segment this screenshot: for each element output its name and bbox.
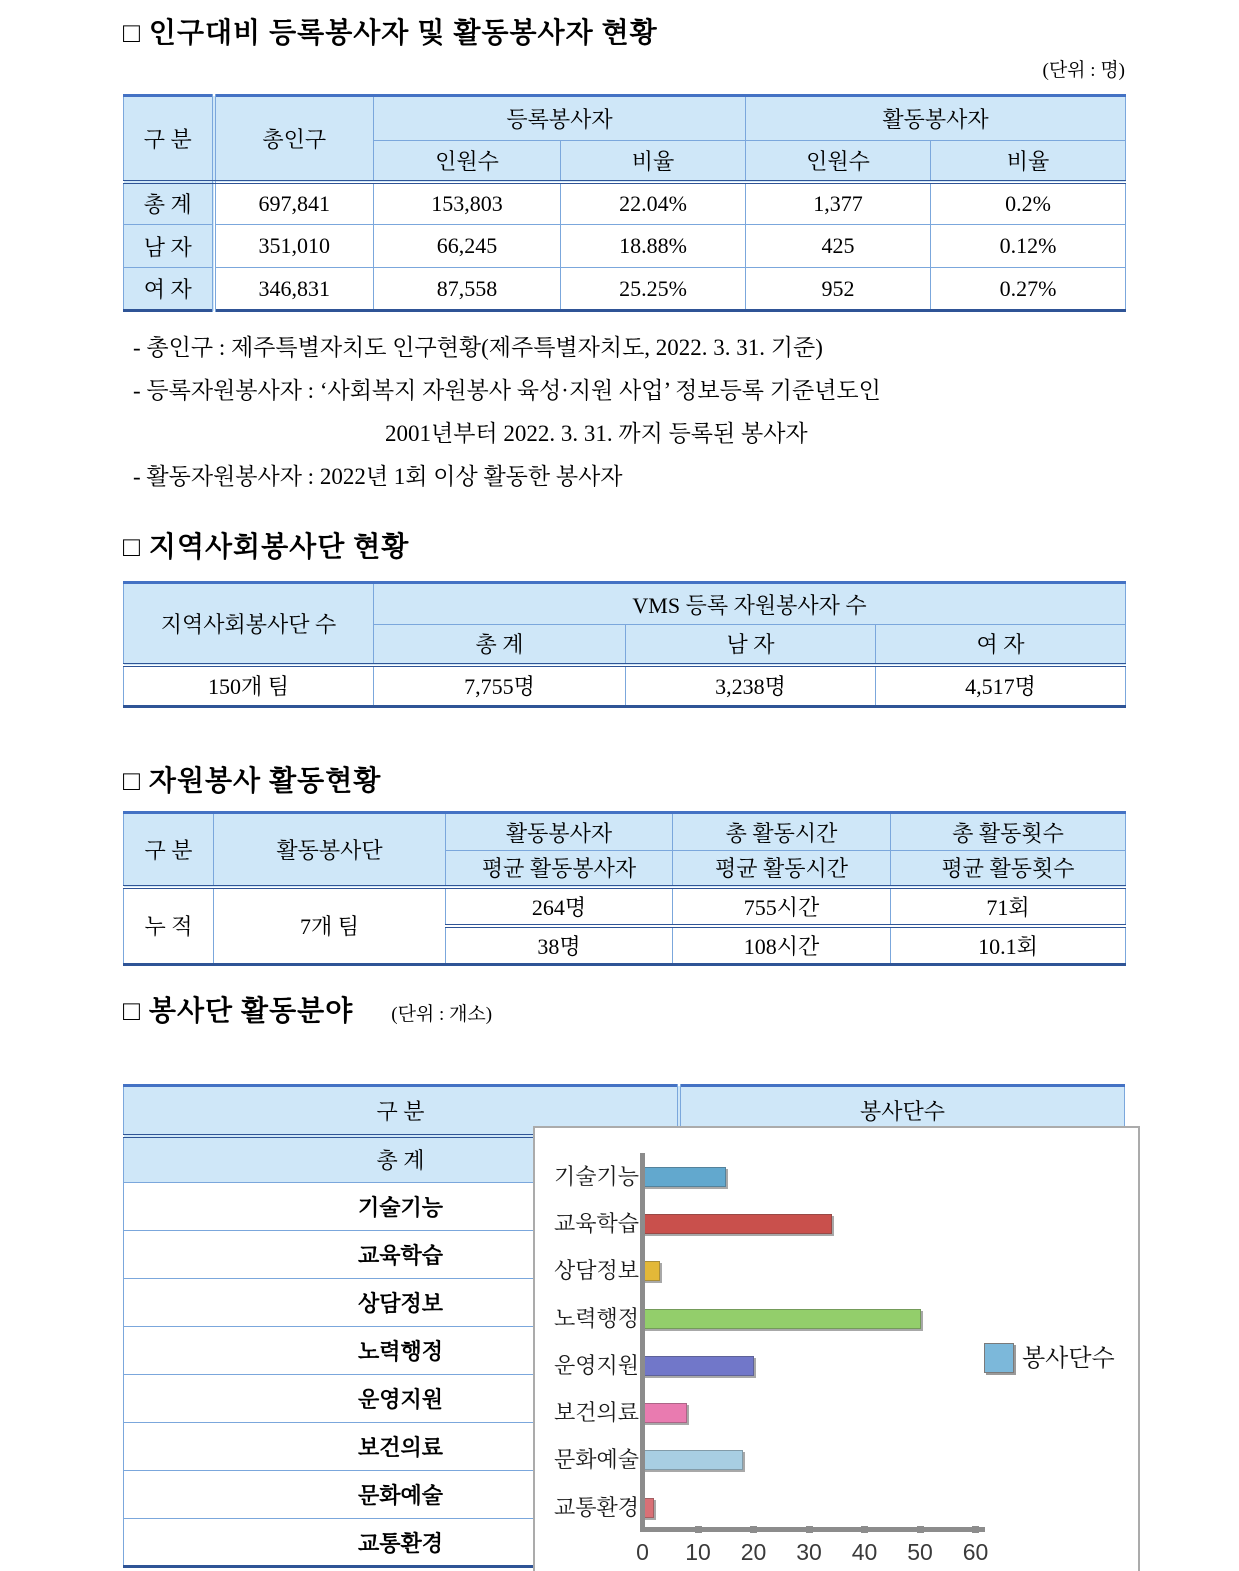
row-label: 누 적 (124, 887, 214, 965)
row-label: 남 자 (124, 225, 214, 268)
note-line: - 등록자원봉사자 : ‘사회복지 자원봉사 육성·지원 사업’ 정보등록 기준년도인 (133, 378, 881, 403)
table-cell: 4,517명 (876, 665, 1126, 707)
sub-header-male: 남 자 (626, 625, 876, 665)
section4-title-text: □ 봉사단 활동분야 (123, 996, 354, 1027)
col-header-gubun: 구 분 (124, 1086, 680, 1136)
table-cell: 108시간 (673, 926, 891, 965)
chart-tick-label: 60 (962, 1539, 989, 1565)
chart-category-label: 교육학습 (554, 1210, 640, 1236)
table-community-teams (123, 581, 1126, 708)
chart-bar (643, 1167, 726, 1187)
chart-tick-label: 20 (740, 1539, 767, 1565)
section4-title (123, 994, 1125, 1030)
chart-tick-mark (861, 1526, 868, 1533)
chart-bar (643, 1214, 832, 1234)
row-label: 교통환경 (124, 1519, 680, 1567)
table-cell: 71회 (891, 887, 1126, 926)
top-header-hours: 총 활동시간 (673, 813, 891, 851)
chart-category-label: 기술기능 (554, 1163, 640, 1189)
chart-bar (643, 1450, 743, 1470)
table-row (124, 665, 1126, 707)
table-cell: 0.12% (931, 225, 1126, 268)
group-header-vms: VMS 등록 자원봉사자 수 (374, 583, 1126, 625)
col-header-total-population: 총인구 (214, 96, 374, 182)
section3-title: □ 자원봉사 활동현황 (123, 766, 382, 797)
chart-tick-mark (750, 1526, 757, 1533)
section2-title: □ 지역사회봉사단 현황 (123, 532, 410, 563)
table-cell: 3,238명 (626, 665, 876, 707)
sub-header-ratio: 비율 (561, 141, 746, 182)
chart-tick-label: 40 (851, 1539, 878, 1565)
table-row (124, 887, 1126, 926)
table-cell: 10.1회 (891, 926, 1126, 965)
table-row (124, 225, 1126, 268)
chart-tick-mark (972, 1526, 979, 1533)
row-label: 교육학습 (124, 1231, 680, 1279)
table-cell: 952 (746, 268, 931, 311)
table-cell: 25.25% (561, 268, 746, 311)
table-cell: 150개 팀 (124, 665, 374, 707)
chart-y-axis (640, 1153, 645, 1532)
table-activity-status (123, 811, 1126, 966)
chart-category-label: 보건의료 (554, 1400, 640, 1426)
table-cell: 264명 (446, 887, 673, 926)
table-population-volunteers (123, 94, 1126, 312)
col-header-team-count: 봉사단수 (679, 1086, 1125, 1136)
table-cell: 66,245 (374, 225, 561, 268)
table-cell: 7,755명 (374, 665, 626, 707)
row-label: 여 자 (124, 268, 214, 311)
chart-category-label: 노력행정 (554, 1305, 640, 1331)
table-cell: 351,010 (214, 225, 374, 268)
top-header-volunteers: 활동봉사자 (446, 813, 673, 851)
chart-category-label: 문화예술 (554, 1447, 640, 1473)
table-cell: 697,841 (214, 182, 374, 225)
sub-header-avg-hours: 평균 활동시간 (673, 851, 891, 887)
section4-unit-label: (단위 : 개소) (391, 1004, 493, 1025)
sub-header-avg-times: 평균 활동횟수 (891, 851, 1126, 887)
footnotes (123, 326, 1125, 498)
table-cell: 1,377 (746, 182, 931, 225)
table-row (124, 182, 1126, 225)
section1-title: □ 인구대비 등록봉사자 및 활동봉사자 현황 (123, 18, 658, 49)
col-header-team-count: 지역사회봉사단 수 (124, 583, 374, 665)
table-cell: 755시간 (673, 887, 891, 926)
table-row (124, 268, 1126, 311)
table-cell: 22.04% (561, 182, 746, 225)
chart-tick-label: 50 (907, 1539, 933, 1565)
table-cell: 87,558 (374, 268, 561, 311)
note-line: - 총인구 : 제주특별자치도 인구현황(제주특별자치도, 2022. 3. 31. 기준) (133, 335, 823, 360)
col-header-gubun: 구 분 (124, 813, 214, 887)
chart-bar (643, 1403, 687, 1423)
row-label: 문화예술 (124, 1471, 680, 1519)
table-cell: 425 (746, 225, 931, 268)
table-cell: 0.27% (931, 268, 1126, 311)
table-cell: 346,831 (214, 268, 374, 311)
chart-category-label: 상담정보 (554, 1258, 640, 1284)
top-header-times: 총 활동횟수 (891, 813, 1126, 851)
table-cell: 0.2% (931, 182, 1126, 225)
chart-category-label: 교통환경 (554, 1494, 640, 1520)
table-cell: 18.88% (561, 225, 746, 268)
group-header-active: 활동봉사자 (746, 96, 1126, 141)
group-header-registered: 등록봉사자 (374, 96, 746, 141)
chart-tick-mark (806, 1526, 813, 1533)
sub-header-count: 인원수 (746, 141, 931, 182)
chart-tick-mark (695, 1526, 702, 1533)
chart-tick-label: 0 (636, 1539, 649, 1565)
sub-header-total: 총 계 (374, 625, 626, 665)
chart-category-label: 운영지원 (554, 1352, 640, 1378)
row-label: 운영지원 (124, 1375, 680, 1423)
chart-bar (643, 1261, 660, 1281)
chart-bar (643, 1309, 921, 1329)
sub-header-ratio: 비율 (931, 141, 1126, 182)
sub-header-count: 인원수 (374, 141, 561, 182)
chart-legend-swatch (984, 1343, 1014, 1373)
row-label: 기술기능 (124, 1183, 680, 1231)
sub-header-female: 여 자 (876, 625, 1126, 665)
table-cell: 38명 (446, 926, 673, 965)
table-cell: 153,803 (374, 182, 561, 225)
note-line: 2001년부터 2022. 3. 31. 까지 등록된 봉사자 (385, 421, 808, 446)
row-label: 보건의료 (124, 1423, 680, 1471)
chart-tick-mark (917, 1526, 924, 1533)
col-header-gubun: 구 분 (124, 96, 214, 182)
row-label: 상담정보 (124, 1279, 680, 1327)
chart-bar (643, 1356, 754, 1376)
table-cell: 7개 팀 (214, 887, 446, 965)
chart-tick-label: 10 (685, 1539, 711, 1565)
col-header-active-teams: 활동봉사단 (214, 813, 446, 887)
chart-x-axis (640, 1527, 985, 1532)
row-label: 총 계 (124, 1136, 680, 1183)
chart-legend-label: 봉사단수 (1022, 1345, 1115, 1372)
row-label: 총 계 (124, 182, 214, 225)
section1-unit-label: (단위 : 명) (1042, 60, 1125, 81)
sub-header-avg-volunteers: 평균 활동봉사자 (446, 851, 673, 887)
chart-tick-label: 30 (796, 1539, 822, 1565)
row-label: 노력행정 (124, 1327, 680, 1375)
bar-chart (533, 1126, 1140, 1571)
note-line: - 활동자원봉사자 : 2022년 1회 이상 활동한 봉사자 (133, 464, 623, 489)
